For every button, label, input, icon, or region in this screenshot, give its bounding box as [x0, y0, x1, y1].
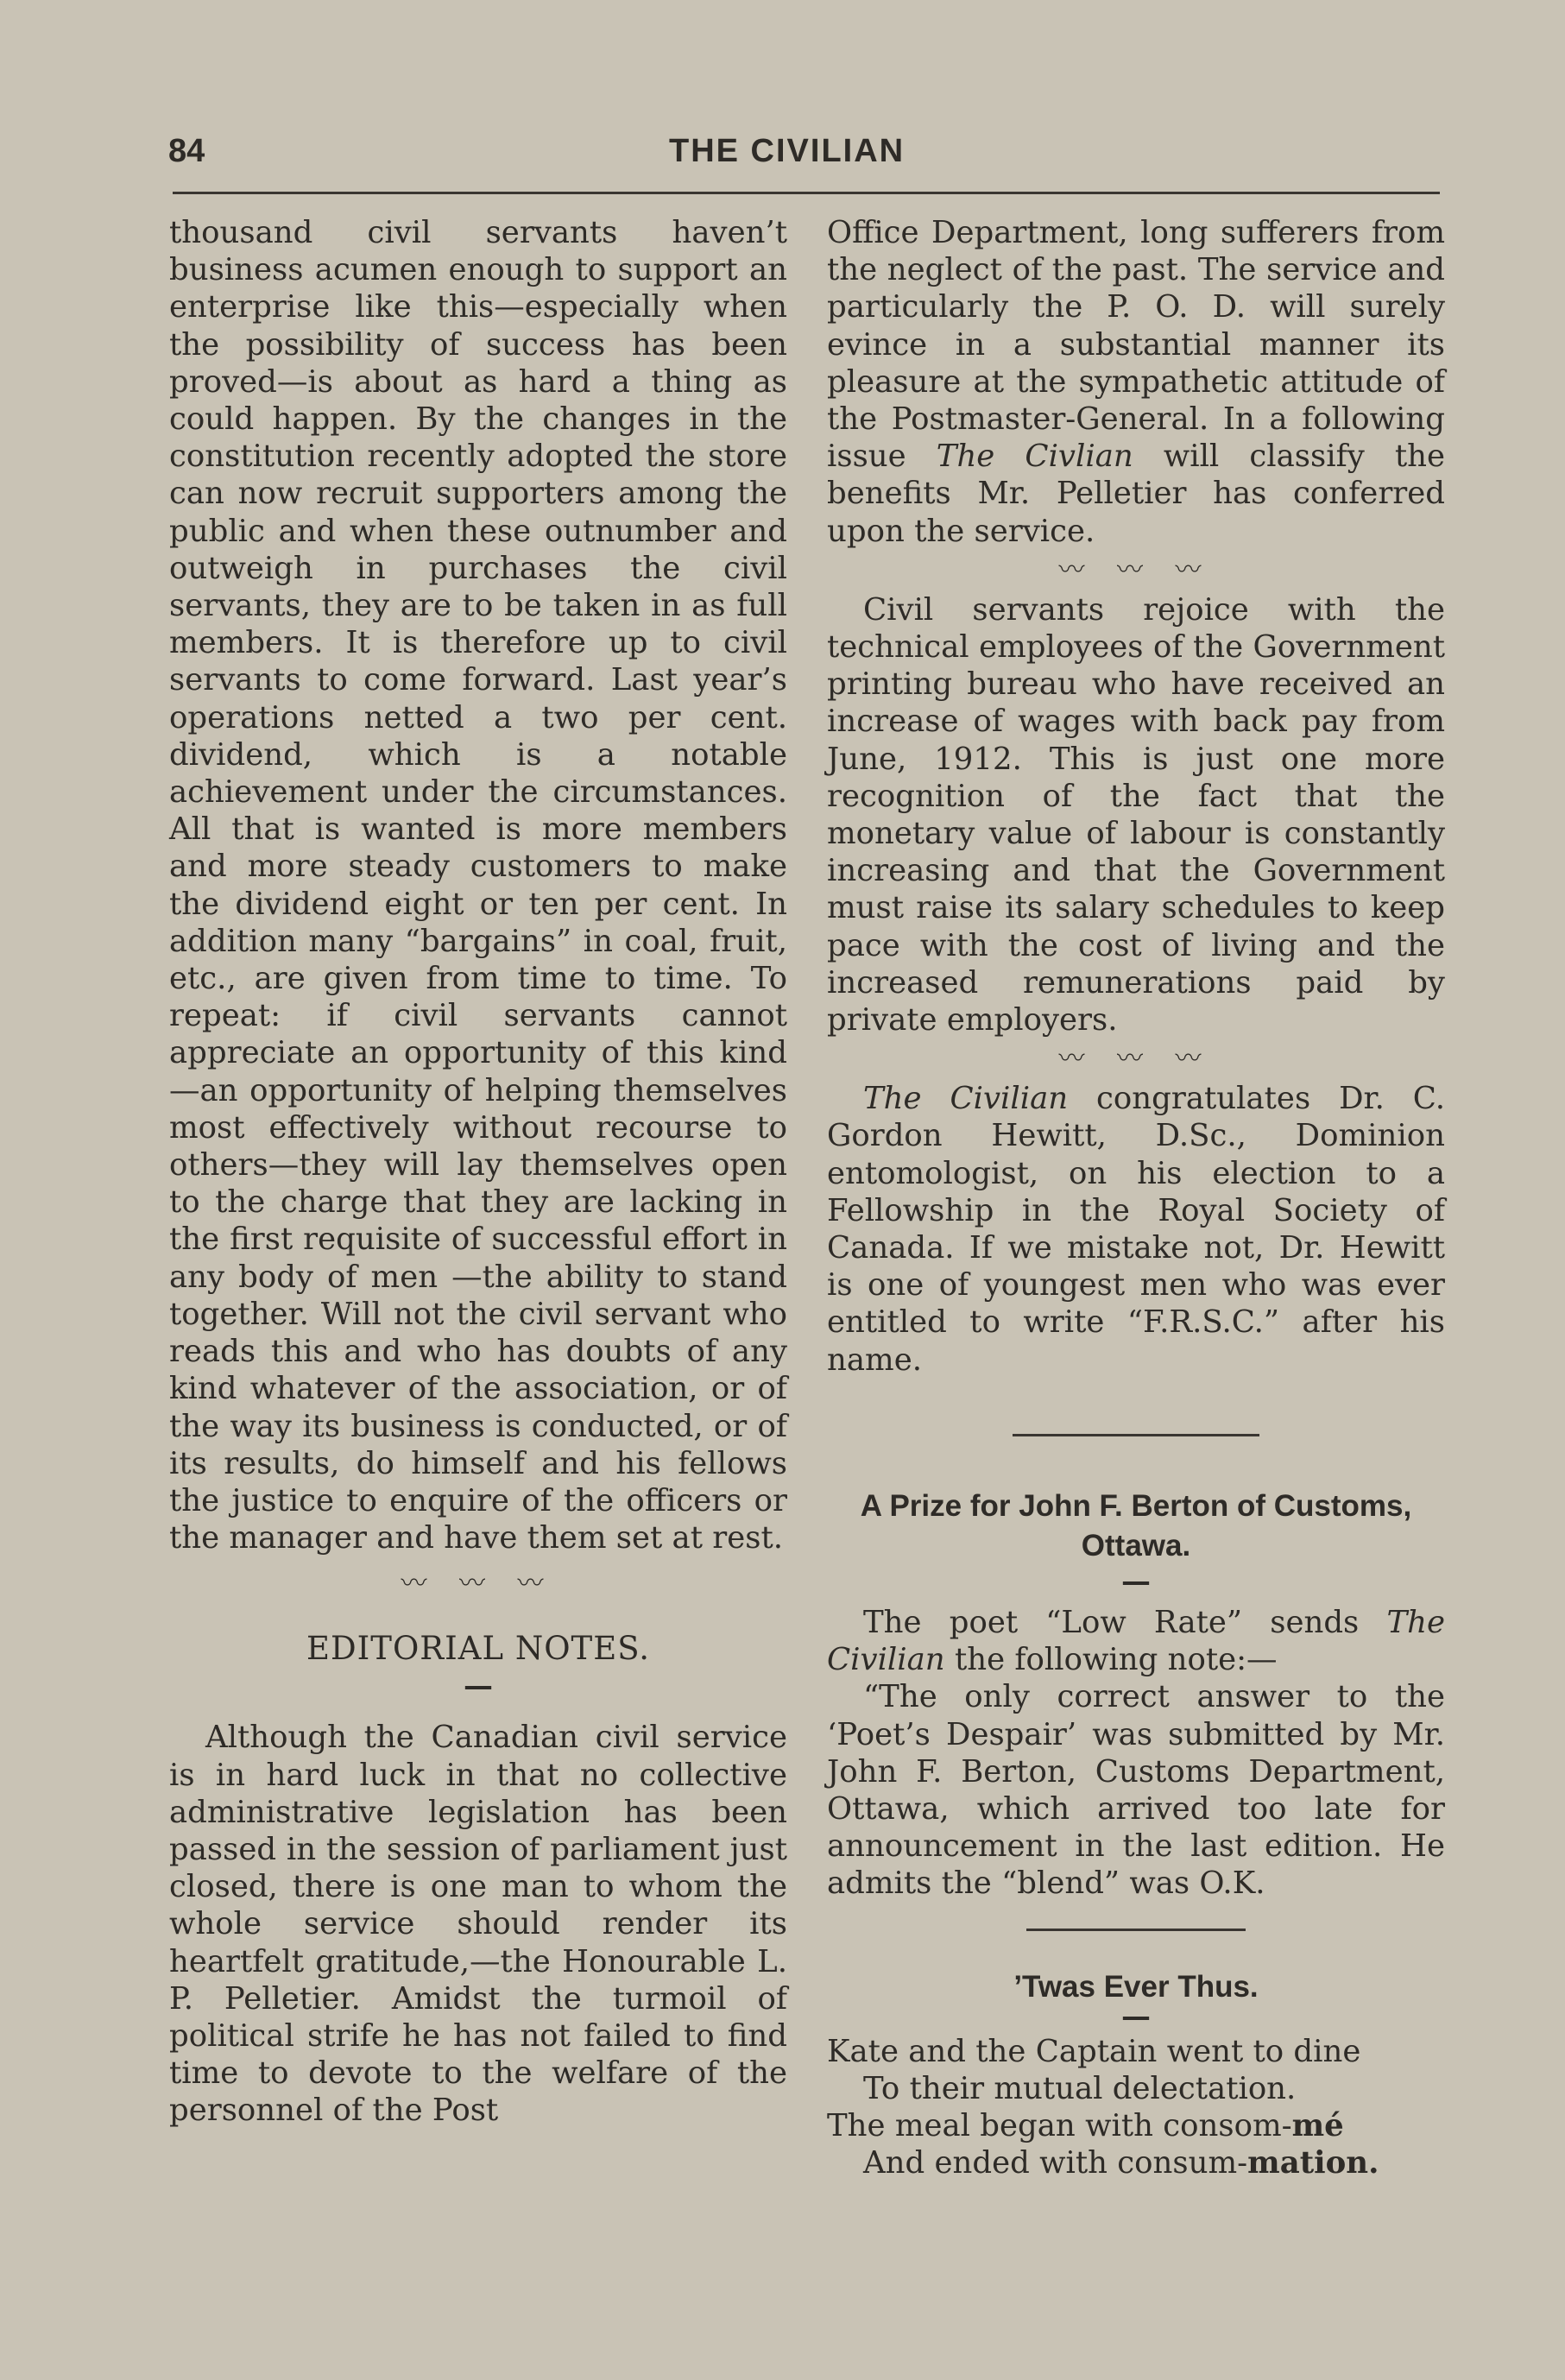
prize-quote-paragraph: “The only correct answer to the ‘Poet’s Despair’ was submitted by Mr. John F. Berton, Customs Department, Ottawa, which arrived too late for announcement in the last edition. He admits the “blend” was O.K.: [827, 1679, 1445, 1902]
poem-line-text: And ended with consum-: [863, 2145, 1248, 2181]
right-column: [827, 214, 1445, 2181]
printing-bureau-paragraph: Civil servants rejoice with the technical employees of the Government printing bureau who have received an increase of wages with back pay from June, 1912. This is just one more recognition of the fact that the monetary value of labour is constantly increasing and that the Government must raise its salary schedules to keep pace with the cost of living and the increased remunerations paid by private employers.: [827, 591, 1445, 1038]
editorial-paragraph: Although the Canadian civil service is in hard luck in that no collective administrative legislation has been passed in the session of parliament just closed, there is one man to whom the whole service should render its heartfelt gratitude,—the Honourable L. P. Pelletier. Amidst the turmoil of political strife he has not failed to find time to devote to the welfare of the personnel of the Post: [169, 1720, 787, 2129]
poem-line: Kate and the Captain went to dine: [827, 2033, 1361, 2069]
running-title: THE CIVILIAN: [669, 133, 906, 169]
prize-heading: A Prize for John F. Berton of Customs, Ottawa.: [860, 1488, 1412, 1562]
ornament-divider: 〰 〰 〰: [1058, 1044, 1214, 1075]
editorial-continued-text-a: Office Department, long sufferers from the neglect of the past. The service and particularly the P. O. D. will surely evince in a substantial manner its pleasure at the sympathetic attitude of the Postmaster-General. In a following issue: [827, 215, 1445, 475]
prize-intro-text-b: the following note:—: [944, 1642, 1278, 1678]
ornament-divider: 〰 〰 〰: [401, 1569, 556, 1600]
header-rule: [173, 192, 1440, 194]
ornament-divider: 〰 〰 〰: [1058, 554, 1214, 585]
poem-line-text: The meal began with consom-: [827, 2107, 1292, 2143]
heading-dash: —: [1121, 1563, 1151, 1599]
poem-line-emphasis: mé: [1291, 2107, 1344, 2143]
heading-dash: —: [1121, 1998, 1151, 2034]
continued-paragraph: thousand civil servants haven’t business acumen enough to support an enterprise like this—especially when the possibility of success has been proved—is about as hard a thing as could happen. By the changes in the constitution recently adopted the store can now recruit supporters among the public and when these outnumber and outweigh in purchases the civil servants, they are to be taken in as full members. It is therefore up to civil servants to come forward. Last year’s operations netted a two per cent. dividend, which is a notable achievement under the circumstances. All that is wanted is more members and more steady customers to make the dividend eight or ten per cent. In addition many “bargains” in coal, fruit, etc., are given from time to time. To repeat: if civil servants cannot appreciate an opportunity of this kind —an opportunity of helping themselves most effectively without recourse to others—they will lay themselves open to the charge that they are lacking in the first requisite of successful effort in any body of men —the ability to stand together. Will not the civil servant who reads this and who has doubts of any kind whatever of the association, or of the way its business is conducted, or of its results, do himself and his fellows the justice to enquire of the officers or the manager and have them set at rest.: [169, 215, 787, 1556]
page-header: [168, 128, 1437, 180]
editorial-continued-paragraph: [827, 214, 1445, 550]
poem-line: [827, 2144, 1445, 2181]
page-number: 84: [168, 133, 205, 169]
prize-intro-text-a: The poet “Low Rate” sends: [863, 1604, 1387, 1640]
poem-heading: ’Twas Ever Thus.: [1013, 1969, 1259, 2004]
left-column: [169, 214, 787, 2130]
poem-line: To their mutual delectation.: [863, 2070, 1297, 2106]
poem: [827, 2033, 1445, 2182]
hewitt-paragraph: [827, 1080, 1445, 1379]
prize-intro-paragraph: [827, 1604, 1445, 1678]
editorial-continued-text-b: will classify the benefits Mr. Pelletier has conferred upon the service.: [827, 439, 1445, 549]
publication-name: The Civilian: [863, 1081, 1069, 1117]
poem-line: [827, 2107, 1445, 2144]
publication-name: The Civilian: [827, 1604, 1445, 1678]
poem-line-emphasis: mation.: [1247, 2145, 1379, 2181]
publication-name: The Civlian: [936, 439, 1133, 475]
hewitt-text: congratulates Dr. C. Gordon Hewitt, D.Sc., Dominion entomologist, on his election to a Fellowship in the Royal Society of Canada. If we mistake not, Dr. Hewitt is one of youngest men who was ever entitled to write “F.R.S.C.” after his name.: [827, 1081, 1445, 1378]
heading-dash: —: [464, 1669, 493, 1704]
section-heading-editorial-notes: EDITORIAL NOTES.: [306, 1630, 650, 1668]
